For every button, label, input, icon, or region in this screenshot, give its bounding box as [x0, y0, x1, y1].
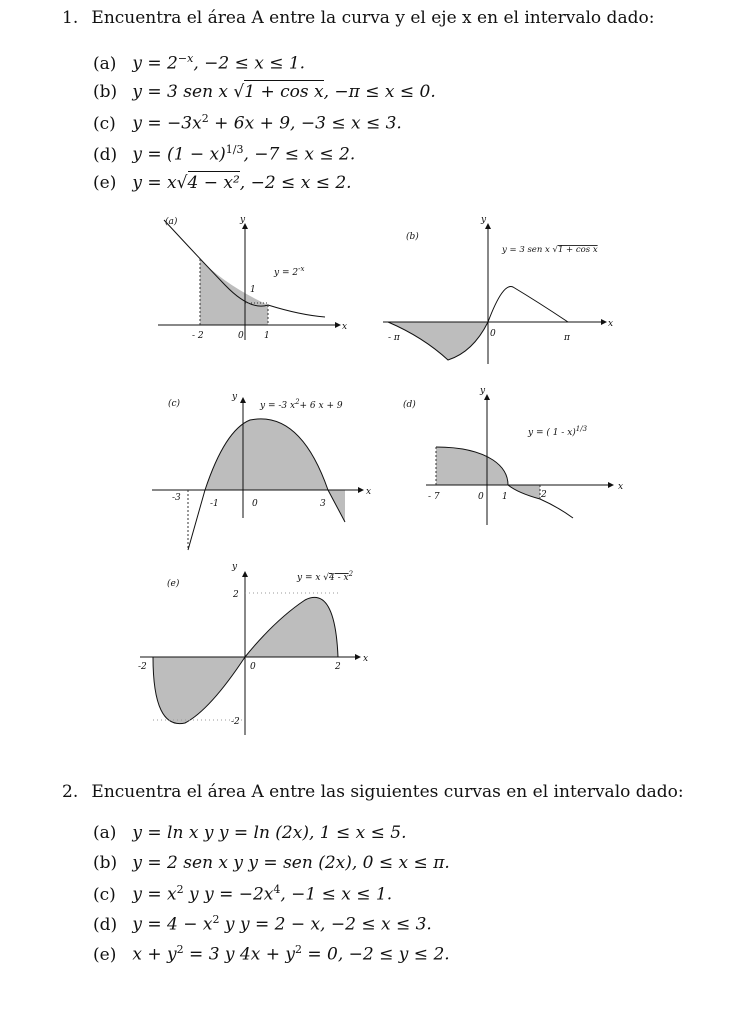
item-exponent: 2 [176, 943, 184, 956]
shaded-area [188, 419, 345, 550]
q2-item-c [93, 883, 392, 905]
y-label: y [232, 562, 238, 572]
x-label: x [366, 487, 372, 497]
tick-label: 2 [335, 662, 341, 672]
question-1-number: 1. [62, 8, 79, 28]
item-text: y = 2 sen x y y = sen (2x), 0 ≤ x ≤ π. [132, 853, 450, 873]
item-label: (c) [93, 884, 116, 905]
item-label: (d) [93, 144, 118, 165]
tick-label: 0 [478, 492, 484, 502]
item-formula: y = 2 [132, 53, 178, 74]
graph-b [378, 212, 628, 367]
item-label: (b) [93, 82, 118, 102]
item-formula: y = (1 − x) [132, 144, 226, 165]
item-text: = 0, −2 ≤ y ≤ 2. [302, 944, 450, 965]
tick-label: - 2 [192, 331, 204, 341]
q2-item-e [93, 943, 450, 965]
tick-label: 2 [233, 590, 239, 600]
item-label: (e) [93, 944, 117, 965]
y-label: y [240, 215, 246, 225]
question-2 [62, 782, 684, 802]
q1-item-c [93, 112, 402, 134]
item-exponent: 4 [273, 883, 281, 896]
graph-tag: (d) [403, 400, 416, 410]
shaded-area [436, 447, 508, 485]
item-text: y = x [132, 884, 177, 905]
item-formula-rest: + 6x + 9, [208, 113, 296, 134]
y-label: y [480, 386, 486, 396]
item-label: (c) [93, 113, 116, 134]
tick-label: -2 [231, 717, 240, 727]
item-exponent: 2 [176, 883, 184, 896]
question-2-text: Encuentra el área A entre las siguientes curvas en el intervalo dado: [91, 782, 684, 802]
tick-label: 0 [238, 331, 244, 341]
formula: y = ( 1 - x)$^{1/3}$ [528, 425, 588, 438]
item-formula: y = x [132, 173, 177, 193]
item-exponent: 2 [212, 913, 220, 926]
item-text: y y = −2x [183, 884, 274, 905]
tick-label: - π [388, 333, 400, 343]
item-interval: −3 ≤ x ≤ 3. [295, 113, 402, 134]
item-formula: y = 3 sen x [132, 82, 234, 102]
item-exponent: 1/3 [225, 143, 244, 156]
shaded-area [388, 322, 488, 360]
item-radicand: 1 + cos x [244, 82, 324, 102]
formula: y = 3 sen x √1 + cos x [502, 245, 598, 255]
tick-label: 1 [502, 492, 508, 502]
tick-label: π [564, 333, 570, 343]
graph-e [135, 560, 380, 740]
q2-item-a [93, 823, 407, 843]
formula: $y = 2^{-x}$ [274, 265, 305, 278]
graph-d [398, 385, 638, 530]
item-exponent: −x [177, 52, 194, 65]
y-label: y [232, 392, 238, 402]
item-label: (a) [93, 53, 117, 74]
graph-tag: (e) [167, 579, 180, 589]
tick-label: 2 [541, 490, 547, 500]
graph-a [150, 212, 350, 347]
question-1 [62, 8, 654, 28]
q1-item-b: (b) y = 3 sen x √1 + cos x, −π ≤ x ≤ 0. [93, 82, 436, 102]
x-label: x [342, 322, 348, 332]
graph-tag: (c) [168, 399, 181, 409]
tick-label: 0 [252, 499, 258, 509]
item-interval: , −2 ≤ x ≤ 2. [239, 173, 352, 193]
item-text: x + y [132, 944, 177, 965]
item-text: y = 4 − x [132, 914, 213, 935]
graph-tag: (b) [406, 232, 419, 242]
item-radicand: 4 − x² [187, 173, 240, 193]
x-label: x [363, 654, 369, 664]
item-label: (a) [93, 823, 117, 843]
tick-label: -3 [172, 493, 181, 503]
item-text: = 3 y 4x + y [183, 944, 295, 965]
formula: y = x $√4 - x^2$ [297, 570, 354, 583]
tick-label: - 7 [428, 492, 440, 502]
tick-label: 0 [250, 662, 256, 672]
x-label: x [608, 319, 614, 329]
item-exponent: 2 [201, 112, 209, 125]
shaded-area-right [245, 597, 338, 657]
item-label: (d) [93, 914, 118, 935]
shaded-area-right [508, 485, 540, 499]
q1-item-d [93, 143, 355, 165]
graph-c [150, 390, 380, 555]
item-label: (b) [93, 853, 118, 873]
formula: y = -3 $x^2+ 6$ x + 9 [260, 398, 343, 411]
tick-label: 1 [250, 285, 256, 295]
item-label: (e) [93, 173, 117, 193]
question-2-number: 2. [62, 782, 79, 802]
item-exponent: 2 [295, 943, 302, 956]
q2-item-b [93, 853, 450, 873]
q2-item-d [93, 913, 432, 935]
tick-label: 0 [490, 329, 496, 339]
item-text: , −1 ≤ x ≤ 1. [280, 884, 393, 905]
q1-item-e: (e) y = x√4 − x², −2 ≤ x ≤ 2. [93, 173, 352, 193]
x-label: x [618, 482, 624, 492]
item-interval: , −π ≤ x ≤ 0. [323, 82, 436, 102]
item-text: y = ln x y y = ln (2x), 1 ≤ x ≤ 5. [132, 823, 407, 843]
tick-label: -1 [210, 499, 219, 509]
question-1-text: Encuentra el área A entre la curva y el eje x en el intervalo dado: [91, 8, 655, 28]
y-label: y [481, 215, 487, 225]
tick-label: 3 [320, 499, 326, 509]
tick-label: -2 [138, 662, 147, 672]
tick-label: 1 [264, 331, 270, 341]
item-text: y y = 2 − x, −2 ≤ x ≤ 3. [219, 914, 432, 935]
graph-tag: (a) [165, 217, 178, 227]
q1-item-a [93, 52, 305, 74]
item-interval: , −7 ≤ x ≤ 2. [243, 144, 356, 165]
item-formula: y = −3x [132, 113, 202, 134]
item-interval: , −2 ≤ x ≤ 1. [193, 53, 306, 74]
